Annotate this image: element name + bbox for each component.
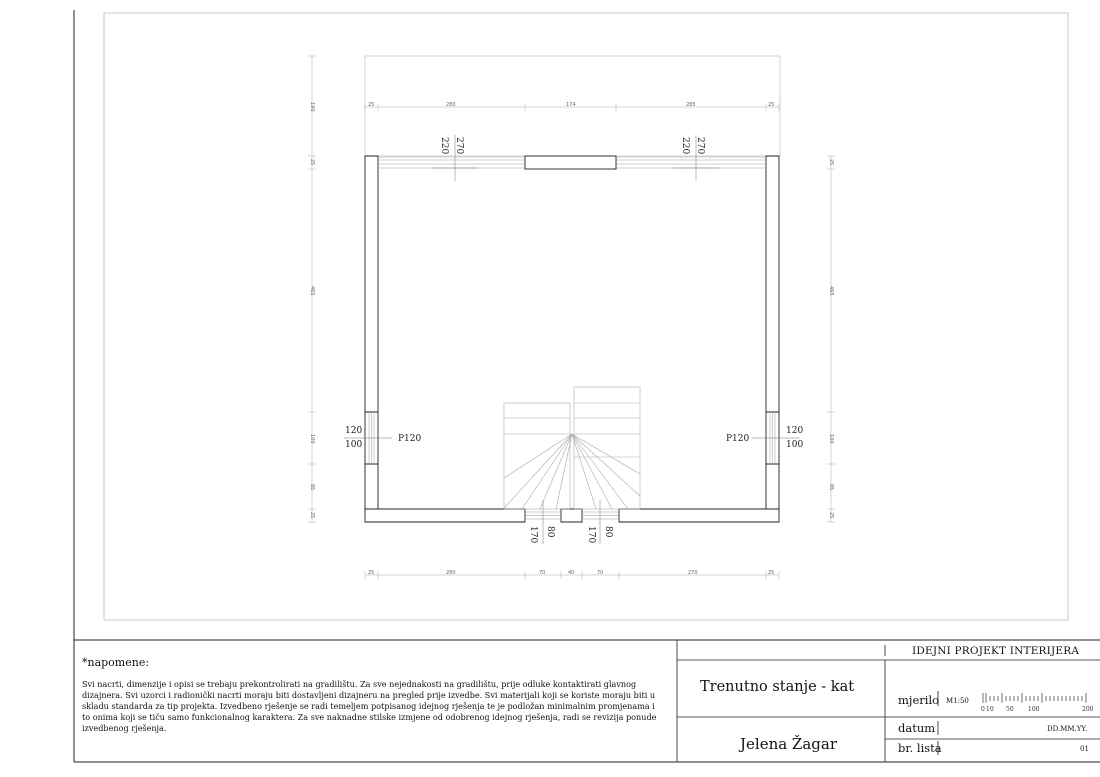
right-dim-1: 25 — [828, 159, 834, 166]
window-top-left-height: 220 — [439, 137, 449, 155]
left-dim-6: 25 — [309, 512, 315, 519]
notes-body: Svi nacrti, dimenzije i opisi se trebaju prekontrolirati na gradilištu. Za sve nejednakosti na gradilištu, prije odluke kontaktirati glavnog dizajnera. Svi uzorci i radionički nacrti moraju biti dostavljeni dizajneru na pregled prije izvedbe. Svi materijali koji se koriste moraju biti u skladu standarda za tip projekta. Izvedbeno rješenje se radi temeljem potpisanog idejnog rješenja te je podložan minimalnim promjenama i to onima koji se tiču samo funkcionalnog karaktera. Za sve naknadne stilske izmjene od odobrenog idejnog rješenja, radi se revizija ponude izvedbenog rješenja. — [82, 679, 657, 733]
sheet-number-label: br. lista — [898, 741, 942, 755]
bottom-dim-2: 280 — [446, 570, 456, 576]
scale-tick-0: 0 — [981, 706, 985, 713]
bottom-dimension-line — [365, 570, 779, 579]
top-dim-5: 25 — [768, 102, 775, 108]
top-dim-1: 25 — [368, 102, 375, 108]
window-top-right-height: 220 — [680, 137, 690, 155]
scale-tick-10: 10 — [986, 706, 994, 713]
window-right-label: P120 — [726, 434, 750, 444]
left-dim-2: 25 — [309, 159, 315, 166]
left-dim-3: 465 — [309, 286, 315, 296]
window-top-right-width: 270 — [695, 137, 705, 155]
left-dimension-line — [308, 56, 316, 522]
window-left-width: 120 — [345, 426, 363, 436]
bottom-dim-6: 270 — [688, 570, 698, 576]
drawing-title: Trenutno stanje - kat — [700, 679, 855, 695]
bottom-dim-1: 25 — [368, 570, 375, 576]
door-bottom-right — [582, 500, 619, 544]
top-dim-2: 280 — [446, 102, 456, 108]
window-top-left-width: 270 — [454, 137, 464, 155]
bottom-wall — [365, 509, 779, 522]
right-dim-4: 85 — [828, 484, 834, 491]
bottom-dim-7: 25 — [768, 570, 775, 576]
door-left-height: 170 — [528, 526, 538, 544]
left-dim-1: 190 — [309, 102, 315, 112]
bottom-dim-4: 40 — [568, 570, 575, 576]
door-right-height: 170 — [586, 526, 596, 544]
right-dim-5: 25 — [828, 512, 834, 519]
window-right-height: 100 — [786, 440, 804, 450]
window-right — [726, 412, 803, 464]
window-left — [344, 412, 422, 464]
author-name: Jelena Žagar — [740, 735, 838, 753]
left-dim-4: 100 — [309, 434, 315, 444]
door-left-width: 80 — [545, 526, 555, 538]
date-value: DD.MM.YY. — [1047, 725, 1088, 733]
right-dim-2: 465 — [828, 286, 834, 296]
window-left-height: 100 — [345, 440, 363, 450]
date-label: datum — [898, 721, 936, 735]
top-dim-3: 174 — [566, 102, 576, 108]
notes-title: *napomene: — [82, 656, 150, 669]
scale-label: mjerilo — [898, 693, 940, 707]
staircase — [504, 387, 640, 509]
scale-tick-50: 50 — [1006, 706, 1014, 713]
bottom-dim-5: 70 — [597, 570, 604, 576]
right-dim-3: 100 — [828, 434, 834, 444]
window-right-width: 120 — [786, 426, 804, 436]
window-top-right — [673, 135, 719, 181]
door-bottom-left — [525, 500, 561, 544]
sheet-number-value: 01 — [1080, 745, 1089, 753]
left-dim-5: 85 — [309, 484, 315, 491]
right-dimension-line — [827, 156, 835, 522]
door-right-width: 80 — [603, 526, 613, 538]
drawing-frame — [104, 13, 1068, 620]
top-center-beam — [525, 156, 616, 169]
scale-tick-200: 200 — [1082, 706, 1094, 713]
window-left-label: P120 — [398, 434, 422, 444]
window-top-left — [432, 135, 478, 181]
floor-plan — [308, 56, 835, 579]
scale-bar-ticks — [981, 706, 1094, 713]
top-dim-4: 285 — [686, 102, 696, 108]
project-header: IDEJNI PROJEKT INTERIJERA — [912, 645, 1080, 657]
top-dimension-line — [365, 102, 779, 111]
scale-value: M1:50 — [946, 697, 969, 705]
scale-bar — [983, 693, 1086, 703]
scale-tick-100: 100 — [1028, 706, 1040, 713]
bottom-dim-3: 70 — [539, 570, 546, 576]
